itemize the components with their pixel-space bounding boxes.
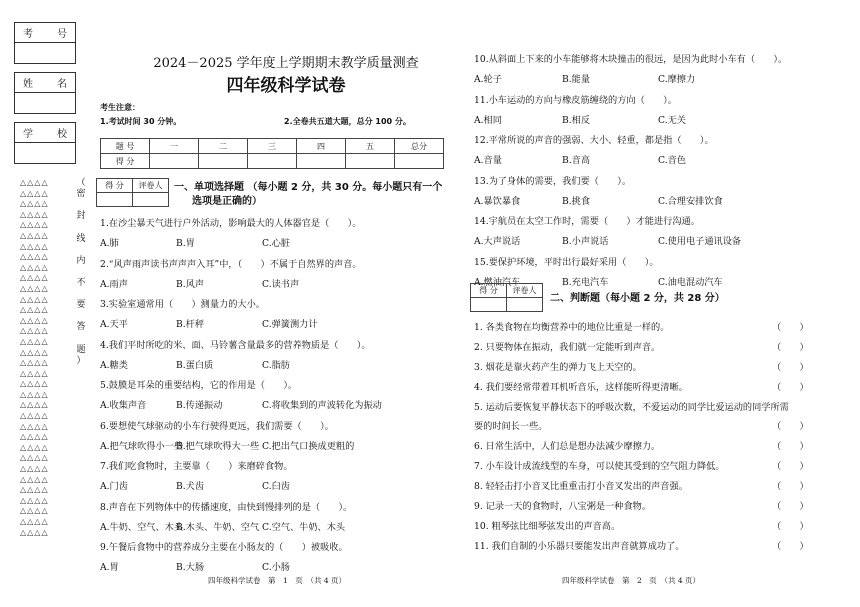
answer-blank[interactable]: （ ） xyxy=(772,322,809,333)
triangle-row: △△△△ xyxy=(20,199,49,209)
option-a[interactable]: A.轮子 xyxy=(474,74,502,85)
score-table-header-row xyxy=(101,139,444,154)
exam-number-label-a: 考 xyxy=(23,29,33,40)
option-b[interactable]: B.胃 xyxy=(176,238,195,249)
school-box xyxy=(14,122,76,164)
option-b[interactable]: B.把气球吹得大一些 xyxy=(176,440,260,452)
seal-char: 不 xyxy=(76,278,86,289)
seal-char: （ xyxy=(76,178,86,188)
judgement-item: 9. 记录一天的食物时，八宝粥是一种食物。 xyxy=(474,501,652,512)
option-a[interactable]: A.天平 xyxy=(100,319,128,330)
judgement-item: 2. 只要物体在振动，我们就一定能听到声音。 xyxy=(474,342,661,353)
option-c[interactable]: C.油电混动汽车 xyxy=(658,277,723,288)
triangle-row: △△△△ xyxy=(20,230,49,240)
score-input-cell[interactable] xyxy=(297,154,346,169)
triangle-row: △△△△ xyxy=(20,400,49,410)
option-b[interactable]: B.木头、牛奶、空气 xyxy=(176,521,260,533)
triangle-row: △△△△ xyxy=(20,368,49,378)
triangle-row: △△△△ xyxy=(20,527,49,537)
option-a[interactable]: A.牛奶、空气、木头 xyxy=(100,521,184,533)
answer-blank[interactable]: （ ） xyxy=(772,342,809,353)
notice-item-1: 1.考试时间 30 分钟。 xyxy=(100,117,182,126)
grader-reviewer-label: 评卷人 xyxy=(133,179,169,193)
option-b[interactable]: B.犬齿 xyxy=(176,481,205,492)
option-b[interactable]: B.能量 xyxy=(562,74,591,85)
judgement-item: 8. 轻轻击打小音叉比重重击打小音叉发出的声音强。 xyxy=(474,481,688,492)
exam-title-line1: 2024－2025 学年度上学期期末教学质量测查 xyxy=(153,56,419,71)
answer-blank[interactable]: （ ） xyxy=(772,501,809,512)
score-table-cell: 四 xyxy=(297,139,346,154)
triangle-row: △△△△ xyxy=(20,283,49,293)
triangle-row: △△△△ xyxy=(20,442,49,452)
triangle-row: △△△△ xyxy=(20,474,49,484)
score-input-cell[interactable] xyxy=(346,154,395,169)
score-table-cell: 题 号 xyxy=(101,139,150,154)
judgement-item: 6. 日常生活中，人们总是想办法减少摩擦力。 xyxy=(474,441,661,452)
triangle-row: △△△△ xyxy=(20,506,49,516)
option-c[interactable]: C.心脏 xyxy=(262,238,290,249)
answer-blank[interactable]: （ ） xyxy=(772,541,809,552)
grader-score-cell[interactable] xyxy=(471,298,507,312)
answer-blank[interactable]: （ ） xyxy=(772,382,809,393)
answer-blank[interactable]: （ ） xyxy=(772,421,809,432)
notice-item-2: 2.全卷共五道大题，总分 100 分。 xyxy=(284,117,411,126)
score-input-cell[interactable] xyxy=(248,154,297,169)
exam-number-field[interactable] xyxy=(15,43,75,63)
section1-title-line1: 一、单项选择题 （每小题 2 分，共 30 分。每小题只有一个 xyxy=(174,182,443,193)
triangle-row: △△△△ xyxy=(20,188,49,198)
question-stem: 3.实验室通常用（ ）测量力的大小。 xyxy=(100,299,265,310)
triangle-row: △△△△ xyxy=(20,305,49,315)
option-b[interactable]: B.杆秤 xyxy=(176,319,205,330)
triangle-row: △△△△ xyxy=(20,464,49,474)
question-stem: 9.午餐后食物中的营养成分主要在小肠友的（ ）被吸收。 xyxy=(100,542,348,553)
triangle-row: △△△△ xyxy=(20,336,49,346)
exam-page-2 xyxy=(470,0,850,607)
question-stem: 6.要想使气球驱动的小车行驶得更远，我们需要（ ）。 xyxy=(100,420,334,432)
option-c[interactable]: C.摩擦力 xyxy=(658,74,696,85)
question-stem: 15.要保护环境，平时出行最好采用（ ）。 xyxy=(474,257,659,268)
triangle-row: △△△△ xyxy=(20,326,49,336)
option-c[interactable]: C.弹簧测力计 xyxy=(262,319,318,330)
score-table-score-row xyxy=(101,154,444,169)
option-a[interactable]: A.收集声音 xyxy=(100,400,147,411)
school-label-a: 学 xyxy=(23,129,33,140)
option-c[interactable]: C.音色 xyxy=(658,155,686,167)
option-a[interactable]: A.把气球吹得小一些 xyxy=(100,440,184,452)
answer-blank[interactable]: （ ） xyxy=(772,461,809,472)
triangle-row: △△△△ xyxy=(20,252,49,262)
option-c[interactable]: C.小肠 xyxy=(262,562,290,573)
score-table xyxy=(100,138,444,169)
seal-triangle-pattern xyxy=(20,178,72,538)
score-table-cell: 得 分 xyxy=(101,154,150,169)
answer-blank[interactable]: （ ） xyxy=(772,362,809,373)
option-a[interactable]: A.暴饮暴食 xyxy=(474,195,521,207)
option-c[interactable]: C.使用电子通讯设备 xyxy=(658,236,742,248)
question-stem: 2.“风声雨声读书声声声入耳”中，（ ）不属于自然界的声音。 xyxy=(100,258,362,270)
judgement-item: 10. 粗琴弦比细琴弦发出的声音高。 xyxy=(474,521,621,532)
grader-reviewer-cell[interactable] xyxy=(133,193,169,207)
option-a[interactable]: A.胃 xyxy=(100,562,119,573)
seal-char: 答 xyxy=(76,322,86,333)
exam-page-1 xyxy=(96,0,458,607)
option-c[interactable]: C.将收集到的声波转化为振动 xyxy=(262,400,382,411)
grader-score-cell[interactable] xyxy=(97,193,133,207)
judgement-item: 3. 烟花是靠火药产生的弹力飞上天空的。 xyxy=(474,362,642,373)
seal-char: 密 xyxy=(76,189,86,200)
triangle-row: △△△△ xyxy=(20,411,49,421)
answer-blank[interactable]: （ ） xyxy=(772,481,809,492)
option-b[interactable]: B.蛋白质 xyxy=(176,359,214,371)
grader-score-label: 得 分 xyxy=(97,179,133,193)
page-footer-left: 四年级科学试卷 第 1 页 （共 4 页） xyxy=(208,576,347,585)
name-field[interactable] xyxy=(15,93,75,113)
option-c[interactable]: C.合理安排饮食 xyxy=(658,195,723,207)
answer-blank[interactable]: （ ） xyxy=(772,441,809,452)
option-c[interactable]: C.把出气口换成更粗的 xyxy=(262,440,355,452)
judgement-item: 11. 我们自制的小乐器只要能发出声音就算成功了。 xyxy=(474,541,685,552)
triangle-row: △△△△ xyxy=(20,220,49,230)
judgement-item: 5. 运动后要恢复平静状态下的呼吸次数，不爱运动的同学比爱运动的同学所需 xyxy=(474,402,789,413)
score-table-cell: 五 xyxy=(346,139,395,154)
answer-blank[interactable]: （ ） xyxy=(772,521,809,532)
section1-title-line2: 选项是正确的） xyxy=(192,196,262,207)
seal-line-notice xyxy=(74,178,88,367)
question-stem: 11.小车运动的方向与橡皮筋缠绕的方向（ ）。 xyxy=(474,94,677,106)
option-c[interactable]: C.臼齿 xyxy=(262,481,290,492)
option-a[interactable]: A.糖类 xyxy=(100,359,128,371)
grader-score-label: 得 分 xyxy=(471,284,507,298)
school-label-b: 校 xyxy=(57,129,67,140)
judgement-item: 7. 小车设计成流线型的车身，可以使其受到的空气阻力降低。 xyxy=(474,461,725,472)
triangle-row: △△△△ xyxy=(20,485,49,495)
judgement-item: 4. 我们要经常带着耳机听音乐，这样能听得更清晰。 xyxy=(474,382,688,393)
option-a[interactable]: A.肺 xyxy=(100,238,119,249)
judgement-item: 要的时间长一些。 xyxy=(474,421,548,432)
triangle-row: △△△△ xyxy=(20,273,49,283)
seal-char: ） xyxy=(76,355,86,366)
option-a[interactable]: A.雨声 xyxy=(100,278,128,290)
option-b[interactable]: B.挑食 xyxy=(562,195,591,207)
triangle-row: △△△△ xyxy=(20,241,49,251)
option-b[interactable]: B.小声说话 xyxy=(562,236,609,248)
question-stem: 13.为了身体的需要，我们要（ ）。 xyxy=(474,175,632,187)
score-input-cell[interactable] xyxy=(150,154,199,169)
seal-char: 要 xyxy=(76,300,86,311)
question-stem: 4.我们平时所吃的米、面、马铃薯含量最多的营养物质是（ ）。 xyxy=(100,339,371,351)
judgement-item: 1. 各类食物在均衡营养中的地位比重是一样的。 xyxy=(474,322,670,333)
score-table-cell: 总分 xyxy=(395,139,444,154)
name-label-a: 姓 xyxy=(23,79,33,90)
section2-title: 二、判断题（每小题 2 分，共 28 分） xyxy=(550,293,725,304)
triangle-row: △△△△ xyxy=(20,389,49,399)
grader-reviewer-cell[interactable] xyxy=(507,298,543,312)
option-b[interactable]: B.充电汽车 xyxy=(562,277,609,288)
seal-char: 内 xyxy=(76,255,86,266)
option-a[interactable]: A.燃油汽车 xyxy=(474,277,521,288)
seal-char: 题 xyxy=(76,344,86,355)
option-a[interactable]: A.相同 xyxy=(474,114,502,126)
triangle-row: △△△△ xyxy=(20,453,49,463)
exam-title-line2: 四年级科学试卷 xyxy=(226,76,346,96)
option-b[interactable]: B.大肠 xyxy=(176,562,205,573)
question-stem: 7.我们吃食物时，主要靠（ ）来磨碎食物。 xyxy=(100,461,293,472)
question-stem: 14.宇航员在太空工作时，需要（ ）才能进行沟通。 xyxy=(474,216,700,228)
seal-char: 线 xyxy=(76,233,86,244)
page-footer-right: 四年级科学试卷 第 2 页 （共 4 页） xyxy=(562,576,701,585)
triangle-row: △△△△ xyxy=(20,294,49,304)
notice-heading: 考生注意： xyxy=(100,103,140,112)
triangle-row: △△△△ xyxy=(20,347,49,357)
exam-number-label-b: 号 xyxy=(57,29,67,40)
triangle-row: △△△△ xyxy=(20,315,49,325)
triangle-row: △△△△ xyxy=(20,178,49,187)
score-input-cell[interactable] xyxy=(199,154,248,169)
option-b[interactable]: B.相反 xyxy=(562,114,591,126)
question-stem: 5.鼓膜是耳朵的重要结构，它的作用是（ ）。 xyxy=(100,380,298,391)
grader-reviewer-label: 评卷人 xyxy=(507,284,543,298)
question-stem: 12.平常所说的声音的强弱、大小、轻重，都是指（ ）。 xyxy=(474,135,714,147)
option-b[interactable]: B.风声 xyxy=(176,278,205,290)
grader-box-section2 xyxy=(470,283,543,312)
grader-box-section1 xyxy=(96,178,169,207)
score-table-cell: 二 xyxy=(199,139,248,154)
score-table-cell: 三 xyxy=(248,139,297,154)
school-field[interactable] xyxy=(15,143,75,163)
score-table-cell: 一 xyxy=(150,139,199,154)
name-label-b: 名 xyxy=(57,79,67,90)
question-stem: 1.在沙尘暴天气进行户外活动，影响最大的人体器官是（ ）。 xyxy=(100,218,362,229)
triangle-row: △△△△ xyxy=(20,209,49,219)
seal-char: 封 xyxy=(76,211,86,222)
triangle-row: △△△△ xyxy=(20,262,49,272)
option-b[interactable]: B.传递振动 xyxy=(176,400,223,411)
triangle-row: △△△△ xyxy=(20,358,49,368)
option-c[interactable]: C.无关 xyxy=(658,114,686,126)
triangle-row: △△△△ xyxy=(20,517,49,526)
score-input-cell[interactable] xyxy=(395,154,444,169)
exam-number-box xyxy=(14,22,76,64)
question-stem: 10.从斜面上下来的小车能够将木块撞击的很远，是因为此时小车有（ ）。 xyxy=(474,54,788,65)
option-a[interactable]: A.音量 xyxy=(474,155,502,167)
question-stem: 8.声音在下列物体中的传播速度，由快到慢排列的是（ ）。 xyxy=(100,501,353,513)
triangle-row: △△△△ xyxy=(20,432,49,442)
triangle-row: △△△△ xyxy=(20,379,49,389)
binding-strip xyxy=(0,0,92,607)
option-c[interactable]: C.脂肪 xyxy=(262,359,290,371)
name-box xyxy=(14,72,76,114)
triangle-row: △△△△ xyxy=(20,421,49,431)
option-b[interactable]: B.音高 xyxy=(562,155,591,167)
option-c[interactable]: C.空气、牛奶、木头 xyxy=(262,521,346,533)
triangle-row: △△△△ xyxy=(20,495,49,505)
option-a[interactable]: A.大声说话 xyxy=(474,236,521,248)
option-c[interactable]: C.读书声 xyxy=(262,278,300,290)
option-a[interactable]: A.门齿 xyxy=(100,481,128,492)
